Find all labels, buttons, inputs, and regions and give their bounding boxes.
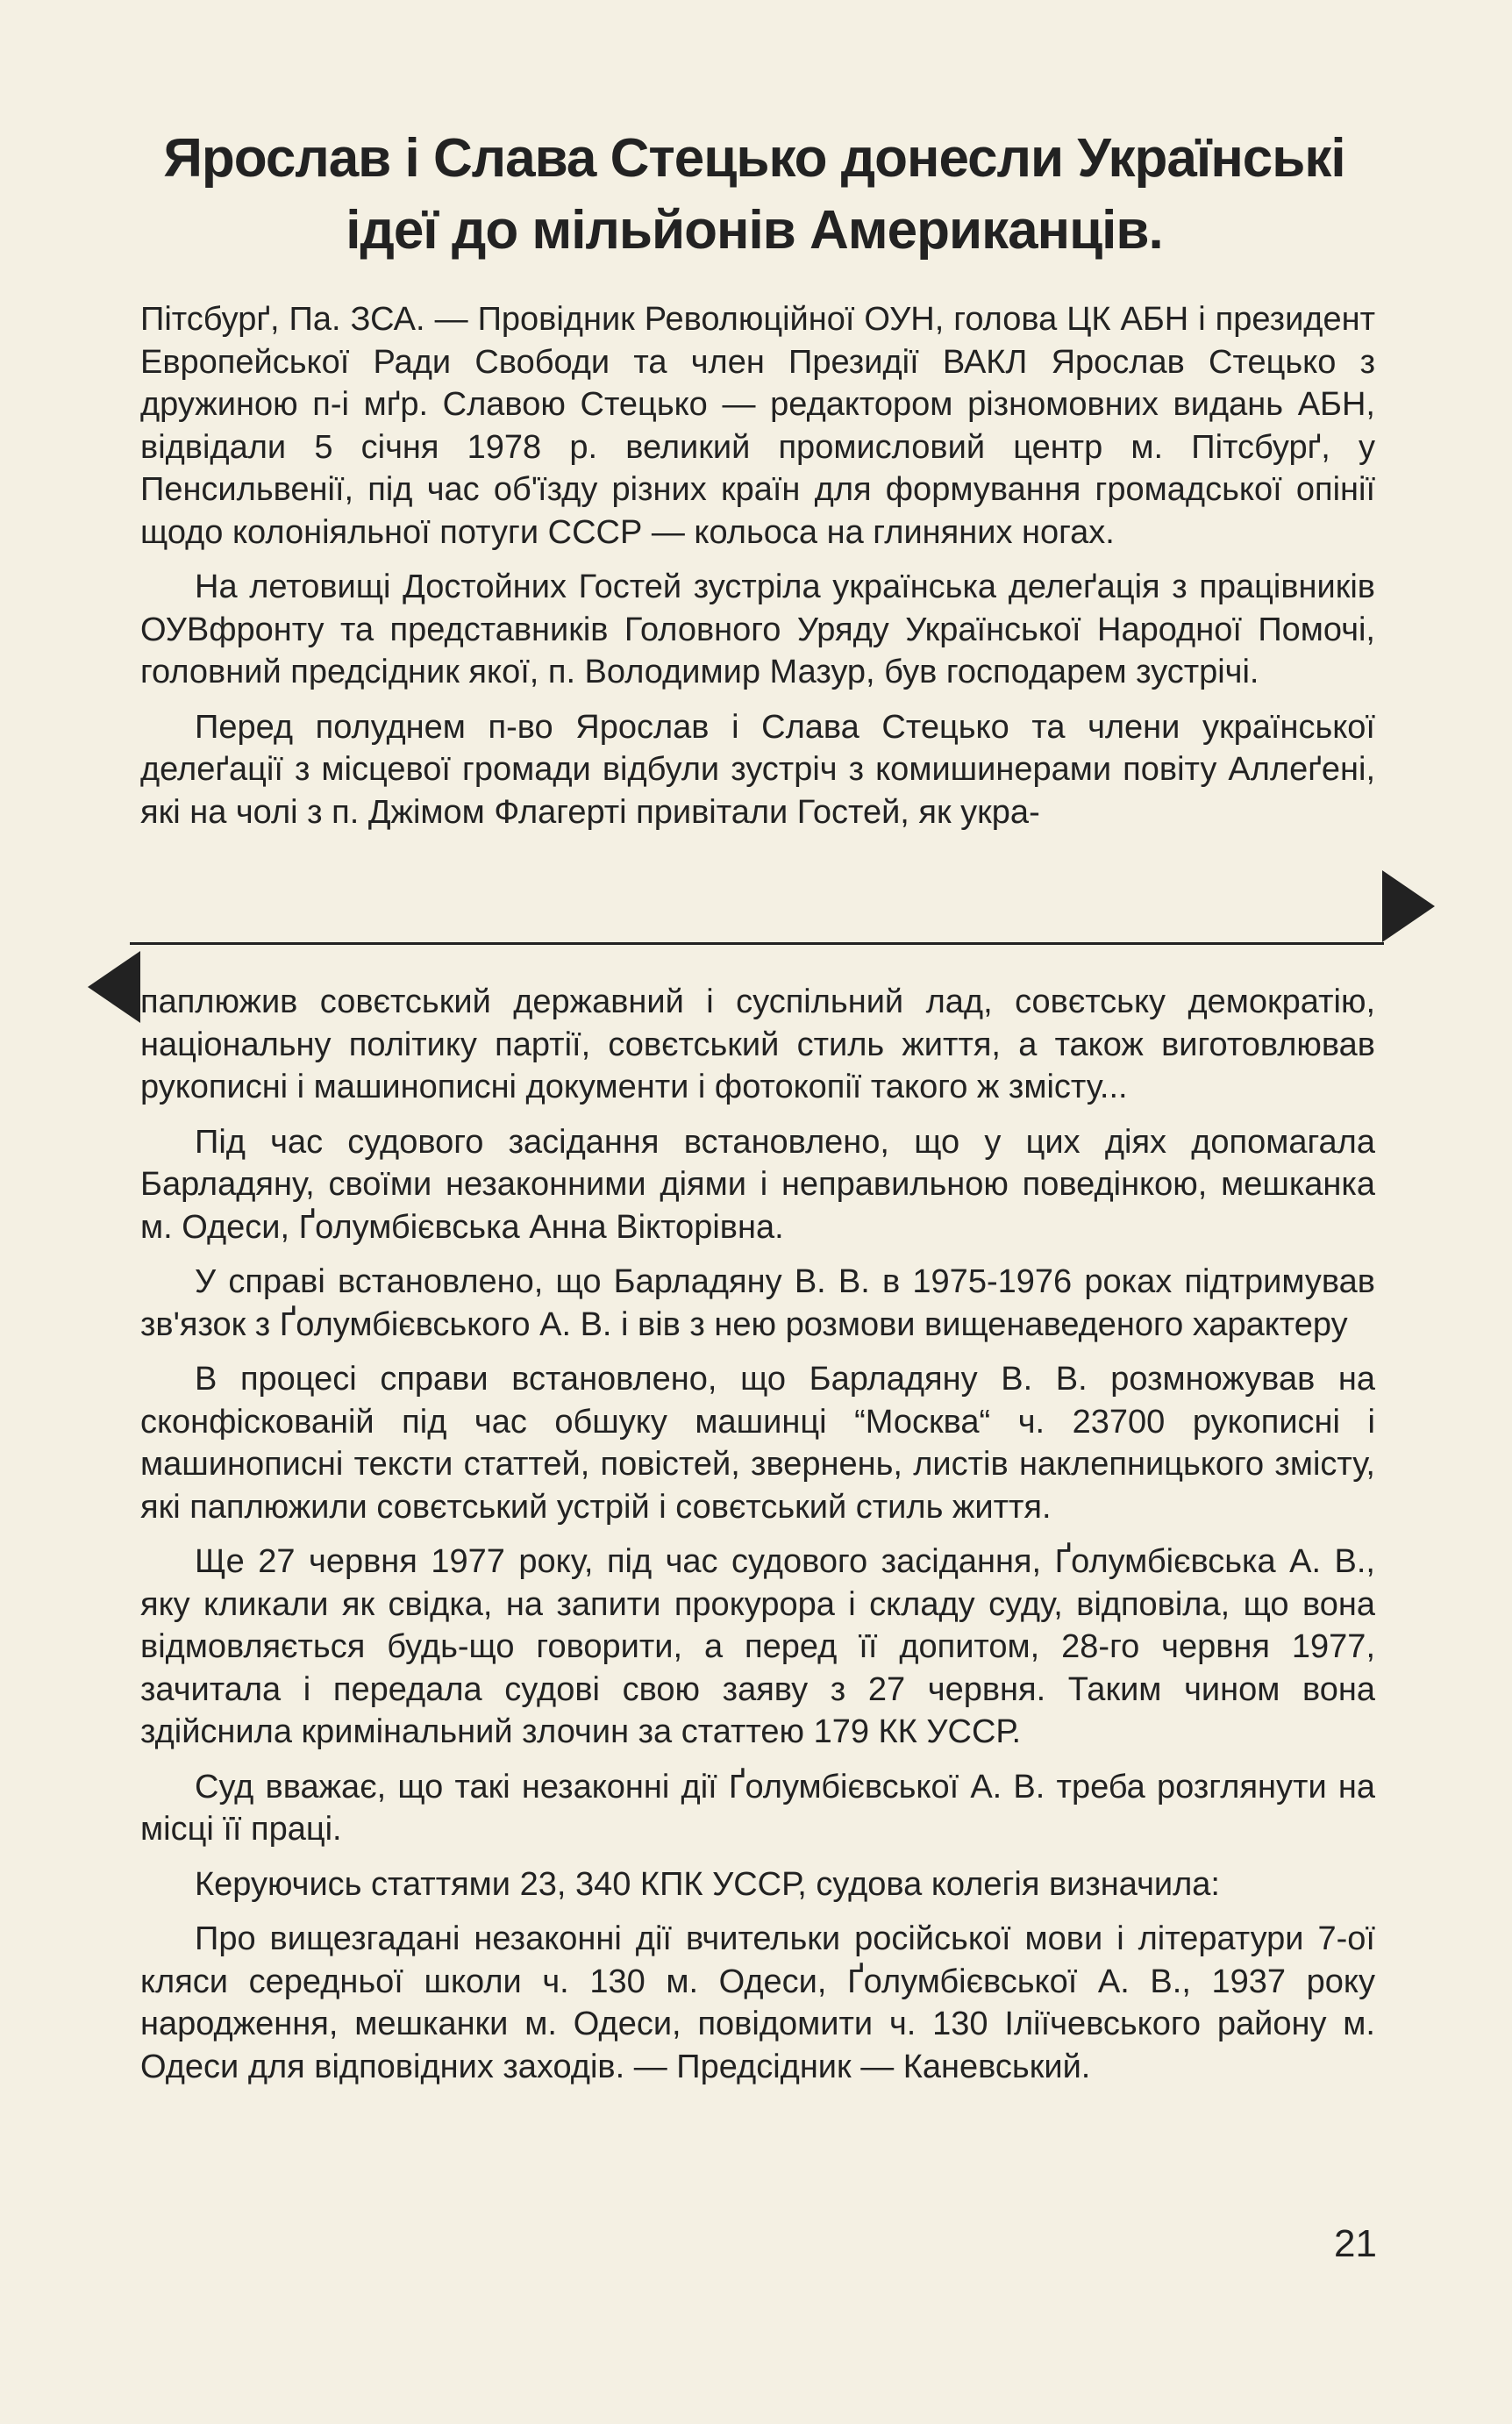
continued-paragraph: Суд вважає, що такі незаконні дії Ґолумбієвської А. В. треба розглянути на місці її праці. [140,1768,1375,1848]
section-divider [130,942,1384,945]
article-paragraph: На летовищі Достойних Гостей зустріла українська делеґація з працівників ОУВфронту та представників Головного Уряду Української Народної Помочі, головний предсідник якої, п. Володимир Мазур, був господарем зустрічі. [140,568,1375,690]
continued-paragraph: Про вищезгадані незаконні дії вчительки російської мови і літератури 7-ої кляси середньої школи ч. 130 м. Одеси, Ґолумбієвської А. В., 1937 року народження, мешканки м. Одеси, повідомити ч. 130 Іліїчевського району м. Одеси для відповідних заходів. — Предсідник — Каневський. [140,1920,1375,2085]
article-title [105,123,1403,267]
continued-article-body [140,981,1375,2088]
continued-paragraph: Керуючись статтями 23, 340 КПК УССР, судова колегія визначила: [195,1865,1220,1903]
page-number: 21 [1334,2222,1377,2265]
article-body [140,298,1375,833]
article-title-line-1: Ярослав і Слава Стецько донесли Українські [163,128,1345,189]
continued-paragraph: Під час судового засідання встановлено, що у цих діях допомагала Барладяну, своїми незаконними діями і неправильною поведінкою, мешканка м. Одеси, Ґолумбієвська Анна Вікторівна. [140,1123,1375,1246]
article-paragraph: Перед полуднем п-во Ярослав і Слава Стецько та члени української делеґації з місцевої громади відбули зустріч з комишинерами повіту Аллеґені, які на чолі з п. Джімом Флагерті привітали Гостей, як укра- [140,708,1375,831]
arrow-right-icon [1382,870,1435,942]
article-title-line-2: ідеї до мільйонів Американців. [346,200,1163,261]
continued-paragraph: Ще 27 червня 1977 року, під час судового засідання, Ґолумбієвська А. В., яку кликали як свідка, на запити прокурора і складу суду, відповіла, що вона відмовляється будь-що говорити, а перед її допитом, 28-го червня 1977, зачитала і передала судові свою заяву з 27 червня. Таким чином вона здійснила кримінальний злочин за статтею 179 КК УССР. [140,1543,1375,1750]
continued-paragraph: паплюжив совєтський державний і суспільний лад, совєтську демократію, національну політику партії, совєтський стиль життя, а також виготовлював рукописні і машинописні документи і фотокопії такого ж змісту... [140,983,1375,1105]
continued-paragraph: У справі встановлено, що Барладяну В. В. в 1975-1976 роках підтримував зв'язок з Ґолумбієвського А. В. і вів з нею розмови вищенаведеного характеру [140,1263,1375,1343]
article-paragraph: Пітсбурґ, Па. ЗСА. — Провідник Революційної ОУН, голова ЦК АБН і президент Европейської Ради Свободи та член Президії ВАКЛ Ярослав Стецько з дружиною п-і мґр. Славою Стецько — редактором різномовних видань АБН, відвідали 5 січня 1978 р. великий промисловий центр м. Пітсбурґ, у Пенсильвенії, під час об'їзду різних країн для формування громадської опінії щодо колоніяльної потуги СССР — кольоса на глиняних ногах. [140,301,1375,551]
continued-paragraph: В процесі справи встановлено, що Барладяну В. В. розмножував на сконфіскованій під час обшуку машинці “Москва“ ч. 23700 рукописні і машинописні тексти статтей, повістей, звернень, листів наклепницького змісту, які паплюжили совєтський устрій і совєтський стиль життя. [140,1361,1375,1526]
arrow-left-icon [88,951,140,1023]
